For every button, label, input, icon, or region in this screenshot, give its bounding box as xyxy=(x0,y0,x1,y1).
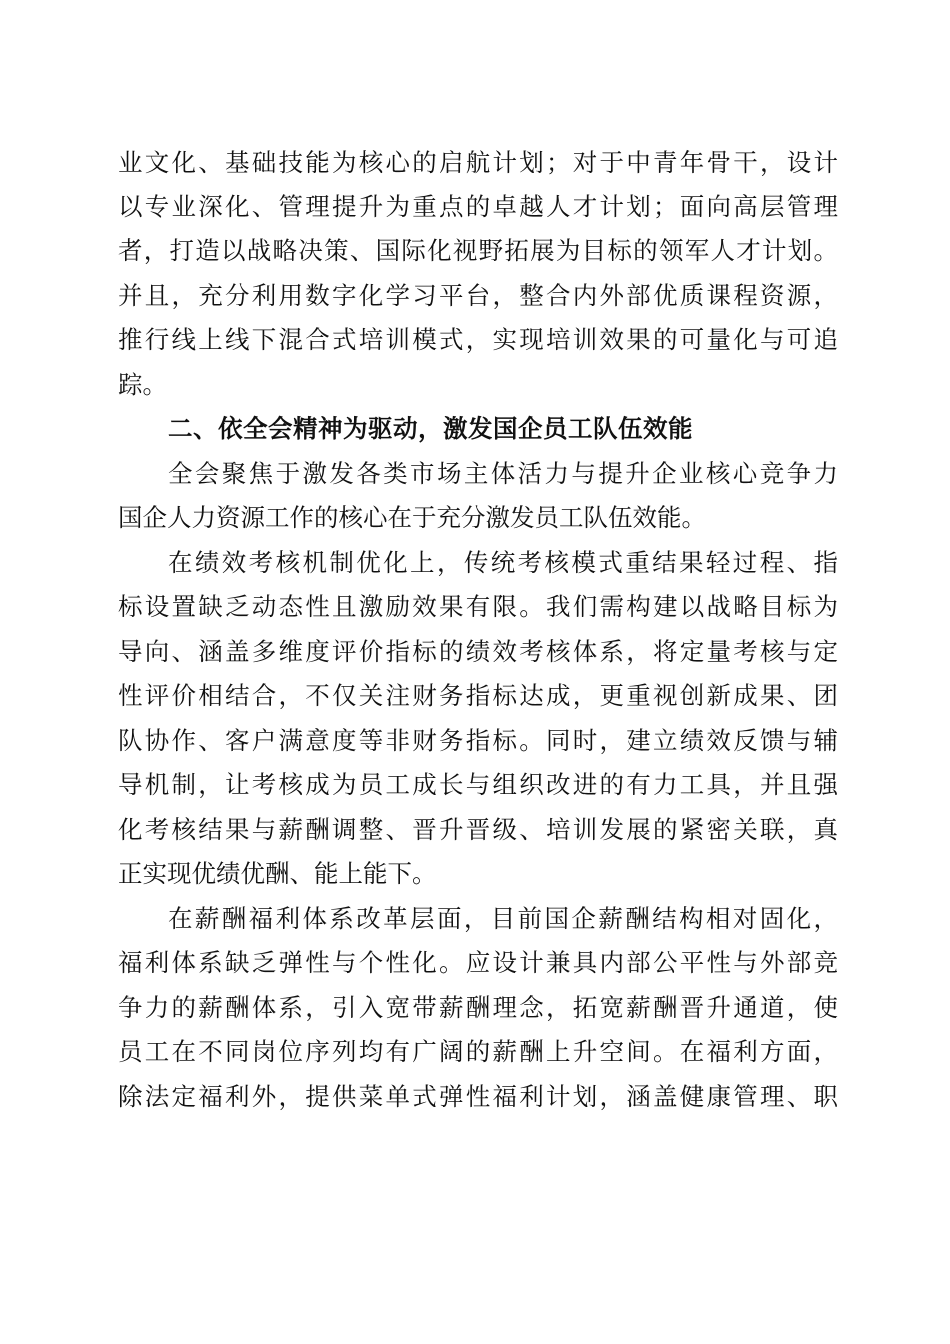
paragraph-line: 正实现优绩优酬、能上能下。 xyxy=(118,859,437,888)
paragraph-line: 争力的薪酬体系，引入宽带薪酬理念，拓宽薪酬晋升通道，使 xyxy=(118,993,838,1022)
paragraph-line: 福利体系缺乏弹性与个性化。应设计兼具内部公平性与外部竞 xyxy=(118,948,838,977)
paragraph-line: 并且，充分利用数字化学习平台，整合内外部优质课程资源， xyxy=(118,281,838,310)
paragraph-line: 在薪酬福利体系改革层面，目前国企薪酬结构相对固化， xyxy=(168,904,838,933)
paragraph-line: 性评价相结合，不仅关注财务指标达成，更重视创新成果、团 xyxy=(118,681,838,710)
section-heading: 二、依全会精神为驱动，激发国企员工队伍效能 xyxy=(168,414,693,443)
paragraph-line: 以专业深化、管理提升为重点的卓越人才计划；面向高层管理 xyxy=(118,192,838,221)
paragraph-line: 除法定福利外，提供菜单式弹性福利计划，涵盖健康管理、职 xyxy=(118,1082,838,1111)
paragraph-line: 队协作、客户满意度等非财务指标。同时，建立绩效反馈与辅 xyxy=(118,726,838,755)
paragraph-line: 推行线上线下混合式培训模式，实现培训效果的可量化与可追 xyxy=(118,325,838,354)
paragraph-line: 导机制，让考核成为员工成长与组织改进的有力工具，并且强 xyxy=(118,770,838,799)
paragraph-line: 员工在不同岗位序列均有广阔的薪酬上升空间。在福利方面， xyxy=(118,1037,838,1066)
paragraph-line: 标设置缺乏动态性且激励效果有限。我们需构建以战略目标为 xyxy=(118,592,838,621)
paragraph-line: 国企人力资源工作的核心在于充分激发员工队伍效能。 xyxy=(118,503,706,532)
paragraph-line: 在绩效考核机制优化上，传统考核模式重结果轻过程、指 xyxy=(168,548,838,577)
paragraph-line: 业文化、基础技能为核心的启航计划；对于中青年骨干，设计 xyxy=(118,148,838,177)
paragraph-line: 全会聚焦于激发各类市场主体活力与提升企业核心竞争力 xyxy=(168,459,838,488)
paragraph-line: 化考核结果与薪酬调整、晋升晋级、培训发展的紧密关联，真 xyxy=(118,815,838,844)
paragraph-line: 踪。 xyxy=(118,370,167,399)
paragraph-line: 者，打造以战略决策、国际化视野拓展为目标的领军人才计划。 xyxy=(118,236,838,265)
paragraph-line: 导向、涵盖多维度评价指标的绩效考核体系，将定量考核与定 xyxy=(118,637,838,666)
